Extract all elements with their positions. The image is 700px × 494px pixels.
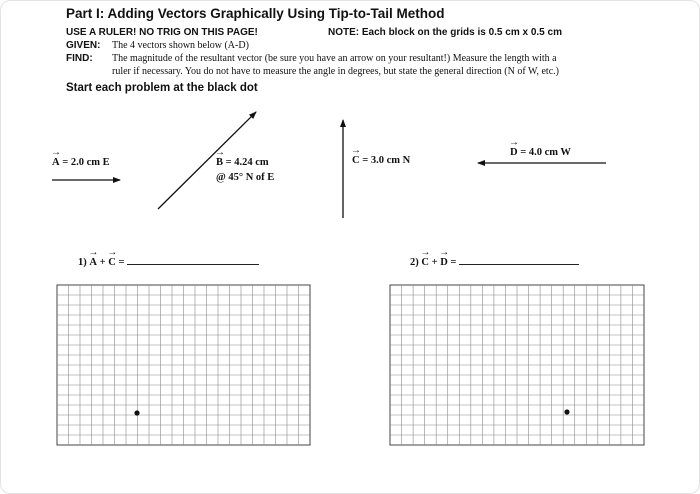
term-text: D — [440, 257, 448, 268]
problem-1-term-2 — [107, 247, 118, 268]
symbol-text: B — [216, 157, 224, 168]
start-dot-problem-2 — [564, 409, 569, 414]
page-title: Part I: Adding Vectors Graphically Using Tip-to-Tail Method — [66, 6, 445, 21]
vector-b-magnitude: = 4.24 cm — [225, 157, 269, 168]
grid-note: NOTE: Each block on the grids is 0.5 cm x 0.5 cm — [328, 27, 562, 38]
arrow-glyph: → — [107, 247, 118, 258]
vector-a-magnitude: = 2.0 cm E — [62, 157, 110, 168]
vector-b-label — [215, 147, 269, 168]
arrow-glyph: → — [88, 247, 99, 258]
plus-sign: + — [431, 257, 438, 268]
vector-d-label — [509, 137, 571, 158]
symbol-text: D — [510, 147, 518, 158]
vector-c-symbol — [351, 145, 361, 166]
vector-a-label — [51, 147, 110, 168]
vector-a-symbol — [51, 147, 61, 168]
problem-1 — [78, 247, 259, 268]
problem-1-term-1 — [88, 247, 99, 268]
arrow-over-b: → — [215, 147, 225, 158]
start-note: Start each problem at the black dot — [66, 82, 258, 94]
start-dot-problem-1 — [134, 410, 139, 415]
arrow-over-d: → — [509, 137, 519, 148]
symbol-text: A — [52, 157, 60, 168]
problem-2-number: 2) — [410, 257, 419, 268]
problem-1-answer-blank[interactable] — [127, 264, 259, 265]
arrow-over-c: → — [351, 145, 361, 156]
find-text-line-1: The magnitude of the resultant vector (be sure you have an arrow on your resultant!) Measure the length with a — [112, 53, 557, 64]
problem-1-number: 1) — [78, 257, 87, 268]
term-text: A — [89, 257, 97, 268]
symbol-text: C — [352, 155, 360, 166]
term-text: C — [421, 257, 429, 268]
grid-problem-1 — [57, 285, 310, 445]
problem-2-answer-blank[interactable] — [459, 264, 579, 265]
vector-c-magnitude: = 3.0 cm N — [362, 155, 411, 166]
term-text: C — [108, 257, 116, 268]
vector-b-direction: @ 45° N of E — [216, 172, 275, 183]
plus-sign: + — [99, 257, 106, 268]
arrow-glyph: → — [420, 247, 431, 258]
vector-c-label — [351, 145, 411, 166]
problem-2-term-2 — [439, 247, 450, 268]
vector-d-magnitude: = 4.0 cm W — [520, 147, 571, 158]
arrow-over-a: → — [51, 147, 61, 158]
given-text: The 4 vectors shown below (A-D) — [112, 40, 249, 51]
given-label: GIVEN: — [66, 40, 101, 51]
problem-2-term-1 — [420, 247, 431, 268]
find-text-line-2: ruler if necessary. You do not have to measure the angle in degrees, but state the general direction (N of W, etc.) — [112, 66, 559, 77]
arrow-glyph: → — [439, 247, 450, 258]
vector-d-symbol — [509, 137, 519, 158]
equals-sign: = — [118, 257, 125, 268]
ruler-note: USE A RULER! NO TRIG ON THIS PAGE! — [66, 27, 258, 38]
grid-problem-2 — [390, 285, 644, 445]
equals-sign: = — [450, 257, 457, 268]
problem-2 — [410, 247, 579, 268]
find-label: FIND: — [66, 53, 93, 64]
vector-b-symbol — [215, 147, 225, 168]
